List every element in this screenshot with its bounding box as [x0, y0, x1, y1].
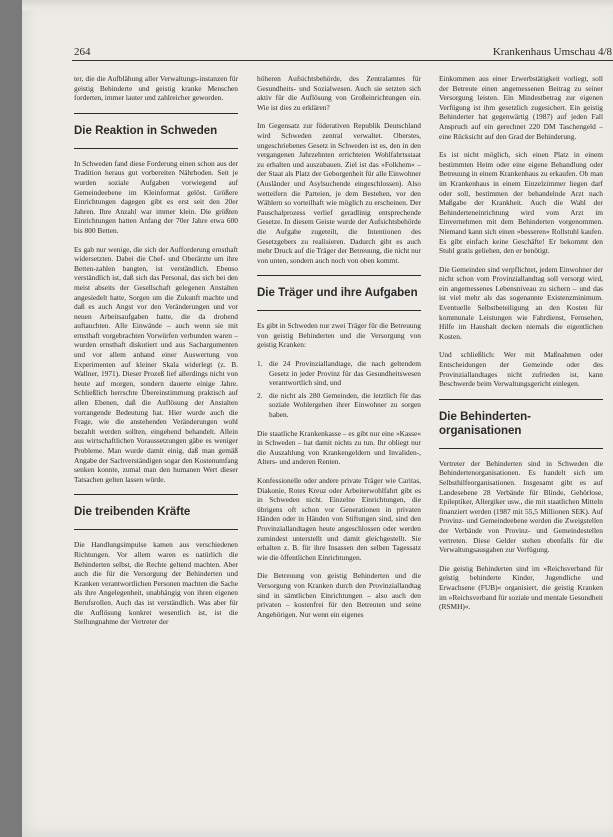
paragraph: Die Gemeinden sind verpflichtet, jedem Einwohner der nicht schon vom Provinziallandtag soll versorgt wird, ein angemessenes Lebensniveau zu sichern – und das ist viel mehr als das sogenannte Existenzminimum. Eventuelle Selbstbeteiligung an den Kosten für kommunale Leistungen wie Fahrdienst, Fernsehen, Hilfe im Haushalt decken niemals die eigentlichen Kosten. — [439, 264, 603, 341]
paragraph: Im Gegensatz zur föderativen Republik Deutschland wird Schweden zentral verwaltet. Oberstes, ungeschriebenes Gesetz in Schweden ist es, den in den vergangenen Jahrzehnten errichteten Wohlfahrtsstaat zu erhalten und auszubauen. Ziel ist das »Folkhem« – der Staat als Platz der Geborgenheit für alle Einwohner (Ausländer und Asylsuchende eingeschlossen). Also wetteifern die Parteien, je dem Bestehen, vor den Wählern so vorteilhaft wie möglich zu erscheinen. Der Pauschalprozess verlief geradlinig entsprechende Gesetze. In diesem Geiste wurde der Aufsichtsbehörde die Aufgabe zugeteilt, die Intentionen des Gesetzgebers zu realisieren. Dadurch gibt es auch mehr Druck auf die Träger der Betreuung, die nicht nur von unten, sondern auch noch von oben kommt. — [257, 121, 421, 265]
carrier-list — [257, 359, 421, 420]
column-2 — [257, 74, 421, 628]
paragraph: Die Handlungsimpulse kamen aus verschiedenen Richtungen. Vor allem waren es natürlich die Behinderten selbst, die Rechte geltend machten. Aber auch die für die Versorgung der Behinderten und Kranken verantwortlichen Personen machten die Sache als ihre Angelegenheit, unabhängig von ihren eigenen Berufsrollen. Auch das ist verständlich. Was aber für die Auflösung konkret wesentlich ist, ist die Stellungnahme der Vertreter der — [74, 540, 238, 627]
section-heading-box — [257, 275, 421, 311]
paragraph: Es gibt in Schweden nur zwei Träger für die Betreuung von geistig Behinderten und die Versorgung von geistig Kranken: — [257, 321, 421, 350]
column-3 — [439, 74, 603, 621]
section-heading: Die Behinderten-organisationen — [439, 410, 532, 437]
list-number: 2. — [257, 390, 263, 400]
header-rule — [72, 60, 613, 61]
page-number: 264 — [74, 46, 91, 58]
paragraph: Und schließlich: Wer mit Maßnahmen oder Entscheidungen der Gemeinde oder des Provinziallandtages nicht zufrieden ist, kann Beschwerde beim Verwaltungsgericht einlegen. — [439, 350, 603, 389]
paragraph: Es gab nur wenige, die sich der Aufforderung ernsthaft widersetzten. Dabei die Chef- und Oberärzte um ihre Betten-zahlen bangten, ist verständlich. Ebenso verständlich ist, daß sich das Personal, das sich bei den meist abseits der Gesellschaft gelegenen Anstalten angesiedelt hatte, Sorgen um die Zukunft machte und daß es auch Angst vor den Veränderungen und vor neuen Arbeitsaufgaben hatte, die da drohend auftauchten. Alle Einwände – auch wenn sie mit ernsthaft vorgebrachten Vorwürfen verbunden waren – wurden ernsthaft diskutiert und aus Sachargumenten und vor allem anhand einer Auswertung von Experimenten auf kleiner Skala widerlegt (z. B. Wallner, 1971). Dieser Prozeß lief allerdings nicht von heute auf morgen, sondern dauerte einige Jahre. Schließlich herrschte Übereinstimmung praktisch auf allen Ebenen, daß die Auflösung der Anstalten vorrangende Bedeutung hat. Hier wurde auch die Frage, wie die anstehenden Veränderungen wohl bezahlt werden sollten, eingehend behandelt. Allein aus wirtschaftlichen Voraussetzungen gäbe es weniger Probleme. Man wurde damit einig, daß man gemäß Angabe der Sachverständigen sogar den Kostenumfang senken konnte, zumal man den humanen Wert dieser Tatsachen gelten lassen würde. — [74, 244, 238, 484]
list-text: die 24 Provinziallandtage, die nach geltendem Gesetz in jeder Provinz für das Gesundheitswesen verantwortlich sind, und — [269, 359, 421, 388]
paragraph: Die Betreuung von geistig Behinderten und die Versorgung von Kranken durch den Provinziallandtag sind in sämtlichen Einrichtungen – also auch den privaten – kostenfrei für den Betreuten und seine Angehörigen. Nur wenn ein eigenes — [257, 571, 421, 619]
running-header: Krankenhaus Umschau 4/8 — [492, 46, 612, 58]
column-1 — [74, 74, 238, 636]
paragraph: Einkommen aus einer Erwerbstätigkeit vorliegt, soll der Betreute einen angemessenen Beitrag zu seiner Versorgung leisten. Ein Mindestbetrag zur eigenen Verfügung ist ihm gesetzlich zugesichert. Ein geistig Behinderter hat gegenwärtig (1987) auf jeden Fall Anspruch auf ein gerechnet 220 DM Taschengeld – eine Rücksicht auf den Grad der Behinderung. — [439, 74, 603, 141]
list-item — [257, 359, 421, 388]
paragraph: In Schweden fand diese Forderung einen schon aus der Tradition heraus gut vorbereiten Nährboden. Seit je wurden soziale Aufgaben vorwiegend auf Gemeindeebene im Kleinformat gelöst. Größere Einrichtungen dagegen gibt es erst seit den 20er Jahren. Ihre Anzahl war immer klein. Die größten Einrichtungen hatten Anfang der 70er Jahre etwa 600 bis 800 Betten. — [74, 158, 238, 235]
section-heading-box — [74, 494, 238, 530]
section-heading-box — [439, 399, 603, 449]
paragraph: Die geistig Behinderten sind im »Reichsverband für geistig behinderte Kinder, Jugendliche und Erwachsene (FUB)« organisiert, die geistig Kranken im »Reichsverband für soziale und mentale Gesundheit (RSMH)«. — [439, 563, 603, 612]
section-heading-box — [74, 113, 238, 149]
list-item — [257, 391, 421, 420]
paragraph: Es ist nicht möglich, sich einen Platz in einem bestimmten Heim oder eine eigene Behandlung oder Betreuung in einem Krankenhaus zu erkaufen. Ob man im Krankenhaus in einem Einzelzimmer liegen darf oder soll, bestimmen der behandelnde Arzt nach Maßgabe der Krankheit. Auch die Wahl der Behinderteneinrichtung wird vom Arzt im Einvernehmen mit dem Behinderten vorgenommen. Niemand kann sich einen »besseren« Rollstuhl kaufen. Es gibt einfach keine Geschäfte! Er bekommt den Stuhl gratis geliehen, den er benötigt. — [439, 150, 603, 256]
paragraph: höheren Aufsichtsbehörde, des Zentralamtes für Gesundheits- und Sozialwesen. Auch sie setzten sich aktiv für die Auflösung von Großeinrichtungen ein. Wie ist dies zu erklären? — [257, 74, 421, 112]
document-page — [22, 0, 613, 837]
paragraph: ter, die die Aufblähung aller Verwaltungs-instanzen für geistig Behinderte und geistig kranke Menschen forderten, immer lauter und zahlreicher geworden. — [74, 74, 238, 103]
list-number: 1. — [257, 359, 263, 369]
paragraph: Die staatliche Krankenkasse – es gibt nur eine »Kasse« in Schweden – hat damit nichts zu tun. Ihr obliegt nur die Auszahlung von Krankengeldern und Invaliden-, Alters- und anderen Renten. — [257, 428, 421, 467]
section-heading: Die Reaktion in Schweden — [74, 124, 218, 137]
section-heading: Die treibenden Kräfte — [74, 506, 191, 519]
paragraph: Konfessionelle oder andere private Träger wie Caritas, Diakonie, Rotes Kreuz oder Arbeiterwohlfahrt gibt es in Schweden nicht. Einzelne Einrichtungen, die übrigens oft schon vor Generationen in privaten Händen oder in Händen von Stiftungen sind, sind den Provinziallandtagen heute angeschlossen oder werden zumindest unterstellt und damit gleichgestellt. Sie erhalten z. B. für ihre Insassen den selben Tagessatz wie die öffentlichen Einrichtungen. — [257, 476, 421, 562]
paragraph: Vertreter der Behinderten sind in Schweden die Behindertenorganisationen. Es handelt sich um Selbsthilfeorganisationen. Insgesamt gibt es auf Landesebene 28 Verbände für Blinde, Gehörlose, Epileptiker, Allergiker usw., die mit staatlichen Mitteln finanziert werden (1987 mit 55,5 Millionen SEK). Auf Provinz- und Gemeindeebene werden die Zweigstellen der Verbände von Provinz- und Gemeindestellen vertreten. Diese Gelder stehen ebenfalls für die Verwaltungsausgaben zur Verfügung. — [439, 458, 603, 555]
list-text: die nicht als 280 Gemeinden, die letztlich für das soziale Wohlergehen ihrer Einwohner zu sorgen haben. — [269, 390, 421, 420]
section-heading: Die Träger und ihre Aufgaben — [257, 287, 418, 300]
